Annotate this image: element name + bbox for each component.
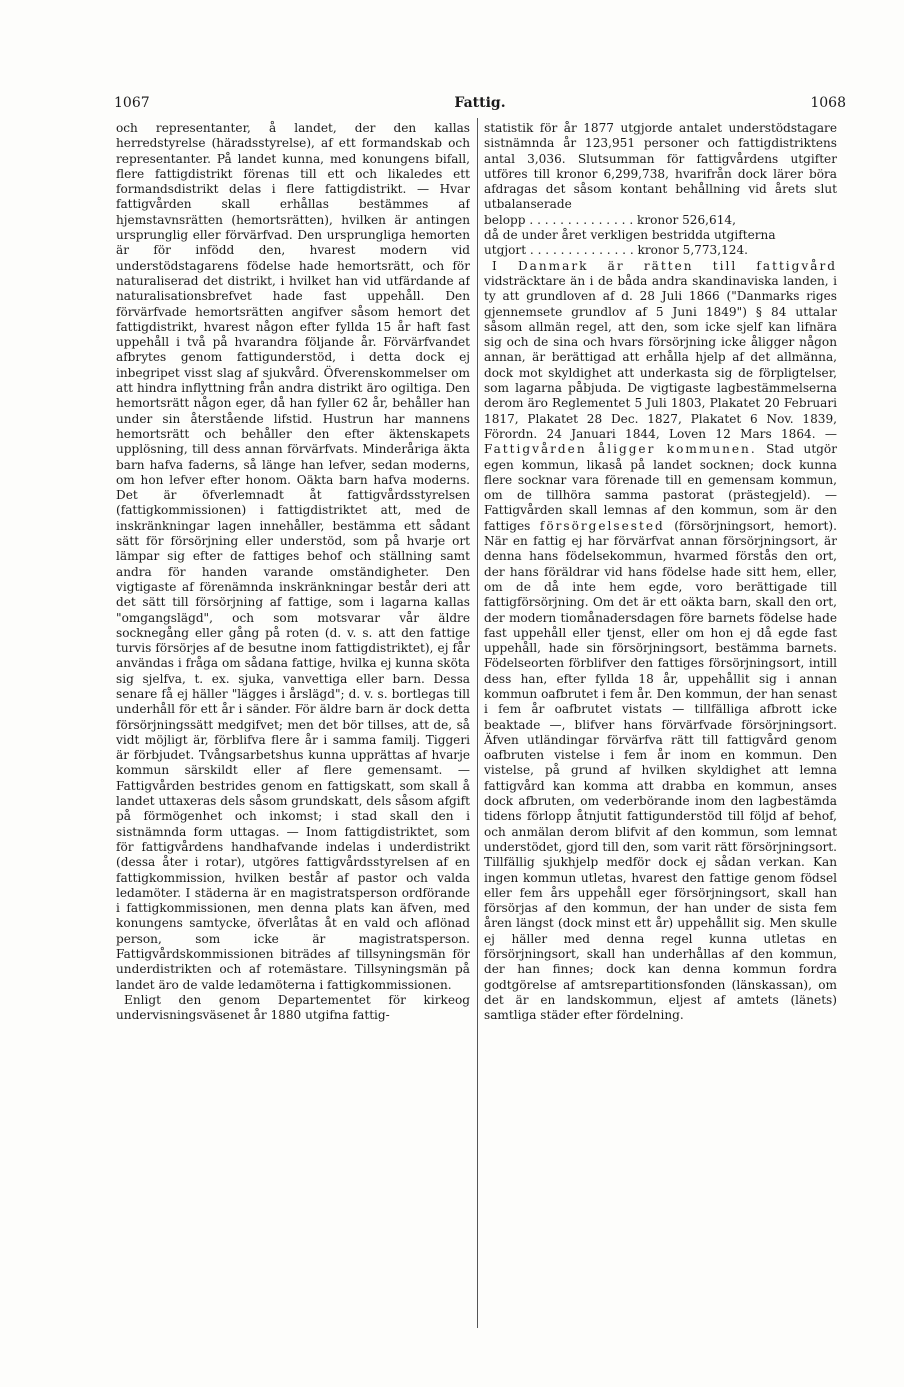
belopp-value: kronor 526,614, bbox=[637, 212, 736, 227]
page-header bbox=[114, 95, 846, 117]
right-paragraph-2 bbox=[484, 259, 837, 1024]
denmark-text-c: (försörjningsort, hemort). När en fattig ej har förvärfvat annan försörjningsort, är denna hans födelsekommun, hvarmed förstås den ort, der hans föräldrar vid hans födelse hade sitt hem, eller, om de då inte hem egde, voro berättigade till fattigförsörjning. Om det är ett oäkta barn, skall den ort, der modern tiomånadersdagen före barnets födelse hade fast uppehåll eller tjenst, eller om hon ej då egde fast uppehåll, hade sin försörjningsort, bestämma barnets. Födelseorten förblifver den fattiges försörjningsort, intill dess han, efter fyllda 18 år, uppehållit sig i annan kommun oafbrutet i fem år. Den kommun, der han senast i fem år oafbrutet vistats — tillfälliga afbrott icke beaktade —, blifver hans förvärfvade försörjningsort. Äfven utländingar förvärfva rätt till fattigvård genom oafbruten vistelse i fem år inom en kommun. Den vistelse, på grund af hvilken skyldighet att lemna fattigvård kan komma att drabba en kommun, anses dock afbruten, om vederbörande inom den lagbestämda tidens förlopp åtnjutit fattigunderstöd till följd af behof, och anmälan derom blifvit af den kommun, som lemnat understödet, gjord till den, som varit rätt försörjningsort. Tillfällig sjukhjelp medför dock ej sådan verkan. Kan ingen kommun utletas, hvarest den fattige genom födsel eller fem års uppehåll eger försörjningsort, skall han försörjas af den kommun, der han under de sista fem åren längst (dock minst ett år) uppehållit sig. Men skulle ej häller med denna regel kunna utletas en försörjningsort, skall han underhållas af den kommun, der han finnes; dock kan denna kommun fordra godtgörelse af amtsrepartitionsfonden (länskassan), om det är en landskommun, eljest af amtets (länets) samtliga städer efter fördelning. bbox=[484, 518, 837, 1023]
spaced-heading-kommunen: Fattigvården åligger kommunen. bbox=[484, 442, 757, 457]
denmark-text: vidsträcktare än i de båda andra skandinaviska landen, i ty att grundloven af d. 28 Juli 1866 ("Danmarks riges gjennemsete grundlov af 5 Juni 1849") § 84 uttalar såsom allmän regel, att den, som icke sjelf kan lifnära sig och de sina och hvars försörjning icke åligger någon annan, är berättigad att erhålla hjelp af det allmänna, dock mot skyldighet att underkasta sig de förpligtelser, som lagarna påbjuda. De vigtigaste lagbestämmelserna derom äro Reglementet 5 Juli 1803, Plakatet 20 Februari 1817, Plakatet 28 Dec. 1827, Plakatet 6 Nov. 1839, Förordn. 24 Januari 1844, Loven 12 Mars 1864. — bbox=[484, 273, 837, 441]
left-paragraph-1: och representanter, å landet, der den kallas herredstyrelse (häradsstyrelse), af ett formandskab och representanter. På landet kunna, med konungens bifall, flere fattigdistrikt förenas till ett och likaledes ett formandsdistrikt delas i flere fattigdistrikt. — Hvar fattigvården skall erhållas bestämmes af hjemstavnsrätten (hemortsrätten), hvilken är antingen ursprunglig eller förvärfvad. Den ursprungliga hemorten är för infödd den, hvarest modern vid understödstagarens födelse hade hemortsrätt, och för naturaliserad det distrikt, i hvilket han vid utfärdande af naturalisationsbrefvet hade fast uppehåll. Den förvärfvade hemortsrätten angifver såsom hemort det fattigdistrikt, hvarest någon efter fyllda 15 år haft fast uppehåll i två på hvarandra följande år. Förvärfvandet afbrytes genom fattigunderstöd, i detta dock ej inbegripet visst slag af sjukvård. Öfverenskommelser om att hindra inflyttning från andra distrikt äro ogiltiga. Den hemortsrätt någon eger, då han fyller 62 år, behåller han under sin återstående lifstid. Hustrun har mannens hemortsrätt och behåller den efter äktenskapets upplösning, till dess annan förvärfvats. Minderåriga äkta barn hafva faderns, så länge han lefver, sedan moderns, om hon lefver efter honom. Oäkta barn hafva moderns. Det är öfverlemnadt åt fattigvårdsstyrelsen (fattigkommissionen) i fattigdistriktet att, med de inskränkningar lagen innehåller, bestämma ett sådant sätt för försörjning eller understöd, som på hvarje ort lämpar sig efter de fattiges behof och ställning samt andra för handen varande omständigheter. Den vigtigaste af förenämnda inskränkningar består deri att det sätt till försörjning af fattige, som i lagarna kallas "omgangslägd", och som motsvarar vår äldre socknegång eller gång på roten (d. v. s. att den fattige turvis försörjes af de besutne inom fattigdistriktet), ej får användas i fråga om sådana fattige, hvilka ej kunna sköta sig sjelfva, t. ex. sjuka, vanvettiga eller barn. Dessa senare få ej häller "lägges i årslägd"; d. v. s. bortlegas till underhåll för ett år i sänder. För äldre barn är dock detta försörjningssätt medgifvet; men det bör tillses, att de, så vidt möjligt är, förblifva flere år i samma familj. Tiggeri är förbjudet. Tvångsarbetshus kunna upprättas af hvarje kommun särskildt eller af flere gemensamt. — Fattigvården bestrides genom en fattigskatt, som skall å landet uttaxeras dels såsom grundskatt, dels såsom afgift på förmögenhet och inkomst; i stad skall den i sistnämnda form uttagas. — Inom fattigdistriktet, som för fattigvårdens handhafvande indelas i underdistrikt (dessa åter i rotar), utgöres fattigvårdsstyrelsen af en fattigkommission, hvilken består af pastor och valda ledamöter. I städerna är en magistratsperson ordförande i fattigkommissionen, men denna plats kan äfven, med konungens samtycke, öfverlåtas åt en vald och aflönad person, som icke är magistratsperson. Fattigvårdskommissionen biträdes af tillsyningsmän för underdistrikten och af rotemästare. Tillsyningsmän på landet äro de valde ledamöterna i fattigkommissionen. bbox=[116, 121, 470, 992]
right-column bbox=[484, 121, 837, 1327]
left-paragraph-2: Enligt den genom Departementet för kirkeog undervisningsväsenet år 1880 utgifna fattig- bbox=[116, 992, 470, 1023]
belopp-line: belopp . . . . . . . . . . . . . . kronor 526,614, bbox=[484, 212, 736, 227]
left-page-number: 1067 bbox=[114, 95, 150, 111]
right-paragraph-1b: då de under året verkligen bestridda utgifterna bbox=[484, 228, 776, 243]
utgjort-label: utgjort bbox=[484, 243, 527, 258]
belopp-label: belopp bbox=[484, 212, 526, 227]
column-divider bbox=[477, 118, 478, 1328]
right-page-number: 1068 bbox=[810, 95, 846, 111]
spaced-heading-forsorgelsested: försörgelsested bbox=[539, 518, 665, 533]
denmark-text-b: Stad utgör egen kommun, likaså på landet socknen; dock kunna flere socknar vara förenade till en gemensam kommun, om de tillhöra samma pastorat (prästegjeld). — Fattigvården skall lemnas af den kommun, som är den fattiges bbox=[484, 442, 837, 533]
utgjort-line: utgjort . . . . . . . . . . . . . . kronor 5,773,124. bbox=[484, 243, 749, 258]
right-paragraph-1: statistik för år 1877 utgjorde antalet understödstagare sistnämnda år 123,951 personer och fattigdistriktens antal 3,036. Slutsumman för fattigvårdens utgifter utföres till kronor 6,299,738, hvarifrån dock lärer böra afdragas det såsom kontant behållning vid årets slut utbalanserade bbox=[484, 121, 837, 212]
running-title: Fattig. bbox=[454, 95, 506, 111]
utgjort-value: kronor 5,773,124. bbox=[637, 243, 749, 258]
denmark-lead: I Danmark är rätten till fattigvård bbox=[492, 258, 837, 273]
left-column bbox=[116, 121, 470, 1327]
